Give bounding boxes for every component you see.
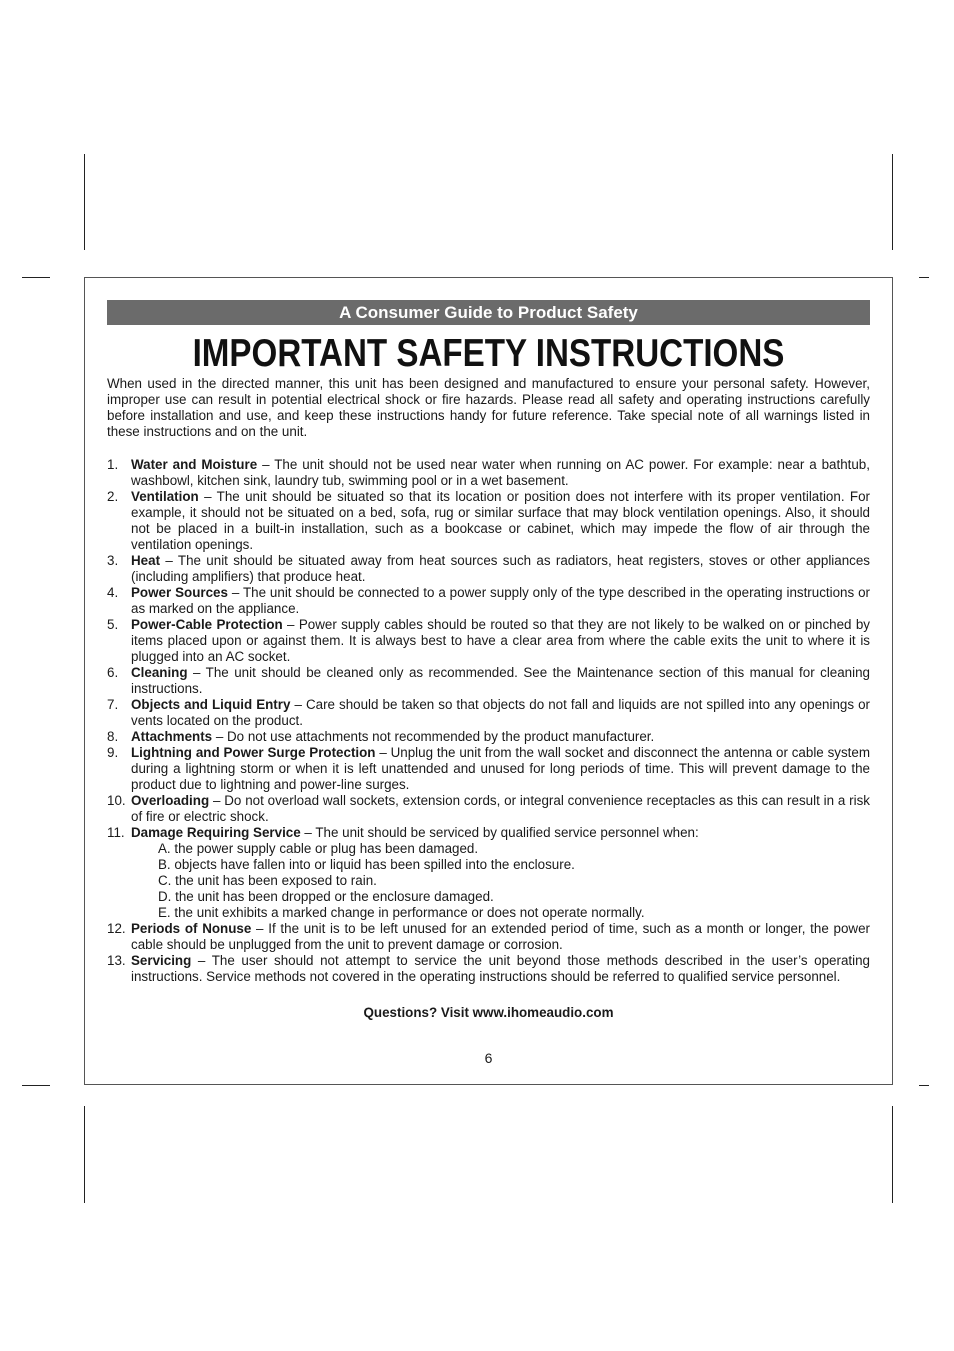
support-website-note: Questions? Visit www.ihomeaudio.com [363, 1005, 614, 1020]
item-text: – Care should be taken so that objects do not fall and liquids are not spilled into any openings or vents located on the product. [131, 697, 870, 728]
item-term: Damage Requiring Service [131, 825, 301, 840]
list-item [107, 825, 870, 921]
crop-mark [22, 1085, 50, 1086]
item-number: 6. [107, 665, 119, 680]
sub-list-item: C. the unit has been exposed to rain. [158, 873, 377, 888]
item-number: 3. [107, 553, 119, 568]
list-item [107, 585, 870, 617]
item-number: 9. [107, 745, 119, 760]
item-term: Cleaning [131, 665, 188, 680]
list-item [107, 617, 870, 665]
item-text: – The user should not attempt to service the unit beyond those methods described in the user’s operating instructions. Service methods not covered in the operating instructions should be referred to qualified service personnel. [131, 953, 870, 984]
damage-conditions-list [131, 841, 870, 921]
item-number: 1. [107, 457, 119, 472]
sub-list-item: B. objects have fallen into or liquid has been spilled into the enclosure. [158, 857, 575, 872]
item-term: Lightning and Power Surge Protection [131, 745, 376, 760]
crop-mark [892, 1106, 893, 1203]
list-item [107, 665, 870, 697]
list-item [107, 793, 870, 825]
crop-mark [919, 1085, 929, 1086]
list-item [107, 745, 870, 793]
item-term: Servicing [131, 953, 192, 968]
item-number: 4. [107, 585, 119, 600]
item-number: 10. [107, 793, 126, 808]
item-term: Power Sources [131, 585, 228, 600]
item-text: – The unit should be connected to a power supply only of the type described in the operating instructions or as marked on the appliance. [131, 585, 870, 616]
item-number: 11. [107, 825, 125, 840]
sub-list-item: A. the power supply cable or plug has been damaged. [158, 841, 479, 856]
item-term: Objects and Liquid Entry [131, 697, 291, 712]
item-text: – The unit should be situated away from heat sources such as radiators, heat registers, stoves or other appliances (including amplifiers) that produce heat. [131, 553, 870, 584]
item-term: Water and Moisture [131, 457, 258, 472]
page-title: IMPORTANT SAFETY INSTRUCTIONS [192, 332, 785, 375]
item-term: Power-Cable Protection [131, 617, 283, 632]
sub-list-item: E. the unit exhibits a marked change in performance or does not operate normally. [158, 905, 645, 920]
crop-mark [84, 154, 85, 250]
crop-mark [22, 277, 50, 278]
item-number: 8. [107, 729, 119, 744]
item-text: – Power supply cables should be routed so that they are not likely to be walked on or pinched by items placed upon or against them. It is always best to have a clear area from where the cable exits the unit to where it is plugged into an AC socket. [131, 617, 870, 664]
sub-list-item: D. the unit has been dropped or the enclosure damaged. [158, 889, 494, 904]
list-item [107, 953, 870, 985]
list-item [107, 729, 870, 745]
intro-paragraph: When used in the directed manner, this unit has been designed and manufactured to ensure your personal safety. However, improper use can result in potential electrical shock or fire hazards. Please read all safety and operating instructions carefully before installation and use, and keep these instructions handy for future reference. Take special note of all warnings listed in these instructions and on the unit. [107, 376, 870, 439]
crop-mark [84, 1106, 85, 1203]
item-number: 5. [107, 617, 119, 632]
item-text: – If the unit is to be left unused for an extended period of time, such as a month or longer, the power cable should be unplugged from the unit to prevent damage or corrosion. [131, 921, 870, 952]
safety-instructions-list [107, 457, 870, 985]
item-text: – Unplug the unit from the wall socket and disconnect the antenna or cable system during a lightning storm or when it is left unattended and unused for long periods of time. This will prevent damage to the product due to lightning and power-line surges. [131, 745, 870, 792]
item-text: – The unit should not be used near water when running on AC power. For example: near a bathtub, washbowl, kitchen sink, laundry tub, swimming pool or in a wet basement. [131, 457, 870, 488]
list-item [107, 697, 870, 729]
item-term: Overloading [131, 793, 210, 808]
list-item [107, 489, 870, 553]
page-number: 6 [484, 1050, 493, 1066]
item-number: 12. [107, 921, 126, 936]
item-number: 7. [107, 697, 119, 712]
list-item [107, 921, 870, 953]
crop-mark [892, 154, 893, 250]
item-term: Heat [131, 553, 161, 568]
item-term: Periods of Nonuse [131, 921, 252, 936]
item-number: 13. [107, 953, 126, 968]
item-text: – Do not overload wall sockets, extension cords, or integral convenience receptacles as this can result in a risk of fire or electric shock. [131, 793, 870, 824]
item-text: – The unit should be cleaned only as recommended. See the Maintenance section of this manual for cleaning instructions. [131, 665, 870, 696]
list-item [107, 457, 870, 489]
item-term: Attachments [131, 729, 213, 744]
crop-mark [919, 277, 929, 278]
list-item [107, 553, 870, 585]
item-term: Ventilation [131, 489, 199, 504]
item-text: – Do not use attachments not recommended by the product manufacturer. [212, 729, 655, 744]
item-text: – The unit should be situated so that its location or position does not interfere with its proper ventilation. For example, it should not be situated on a bed, sofa, rug or similar surface that may block ventilation openings. Also, it should not be placed in a built-in installation, such as a bookcase or cabinet, which may impede the flow of air through the ventilation openings. [131, 489, 870, 552]
section-banner: A Consumer Guide to Product Safety [107, 300, 870, 325]
item-number: 2. [107, 489, 119, 504]
item-text: – The unit should be serviced by qualified service personnel when: [300, 825, 699, 840]
